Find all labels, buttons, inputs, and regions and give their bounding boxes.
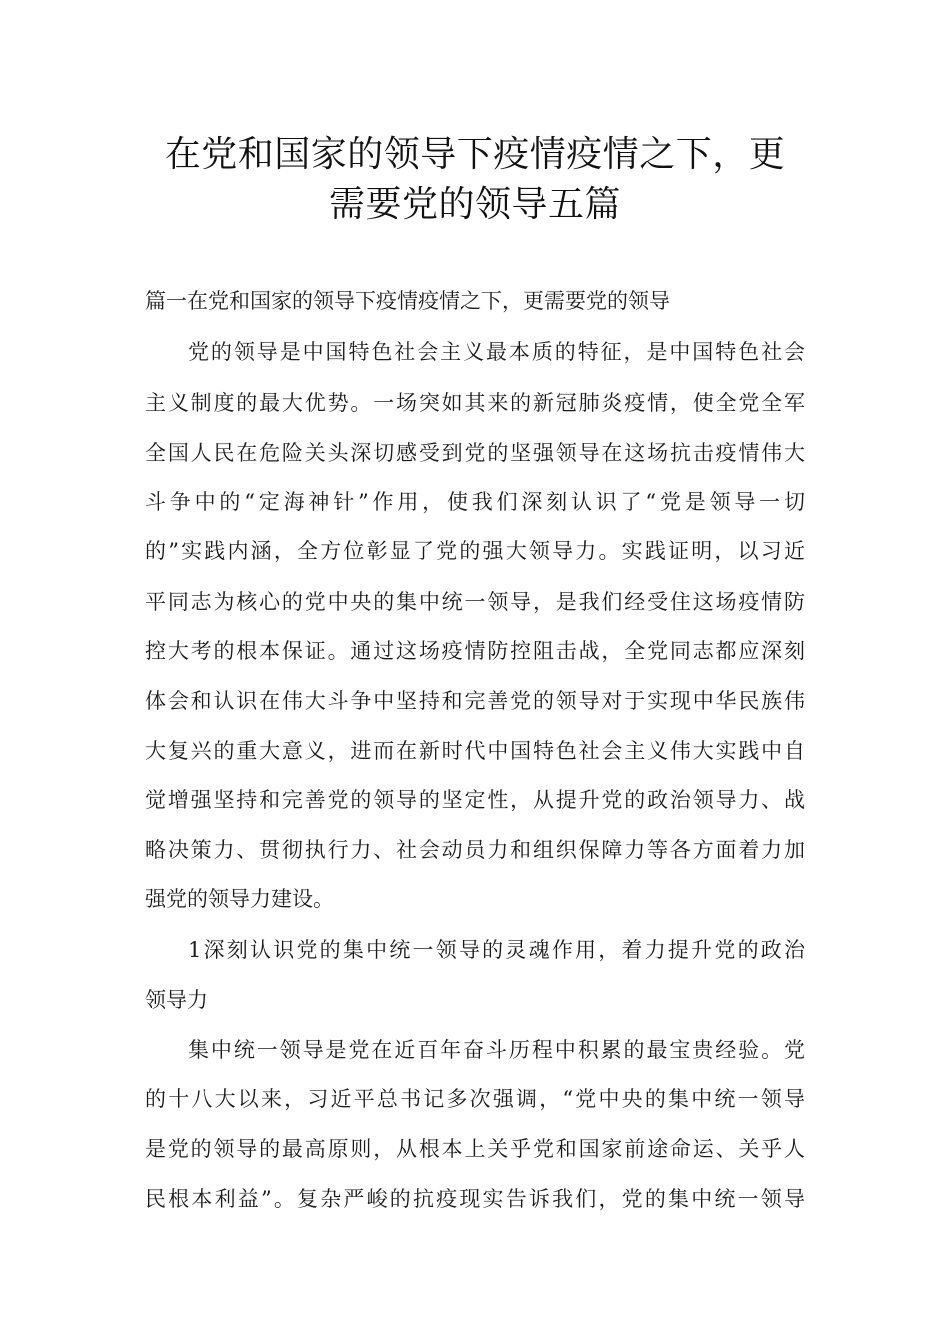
- section-heading: 篇一在党和国家的领导下疫情疫情之下，更需要党的领导: [145, 289, 670, 313]
- paragraph-1-line: 的”实践内涵，全方位彰显了党的强大领导力。实践证明，以习近: [145, 539, 805, 563]
- paragraph-1-line: 平同志为核心的党中央的集中统一领导，是我们经受住这场疫情防: [145, 590, 805, 614]
- document-title-line-1: 在党和国家的领导下疫情疫情之下，更: [164, 134, 786, 175]
- paragraph-1-line: 斗争中的“定海神针”作用，使我们深刻认识了“党是领导一切: [145, 490, 805, 514]
- paragraph-2-line: 的十八大以来，习近平总书记多次强调，“党中央的集中统一领导: [145, 1087, 805, 1111]
- document-title-line-2: 需要党的领导五篇: [328, 184, 621, 225]
- paragraph-1-line: 大复兴的重大意义，进而在新时代中国特色社会主义伟大实践中自: [145, 739, 805, 763]
- paragraph-1-line: 觉增强坚持和完善党的领导的坚定性，从提升党的政治领导力、战: [145, 788, 805, 812]
- paragraph-2-line: 民根本利益”。复杂严峻的抗疫现实告诉我们，党的集中统一领导: [145, 1187, 805, 1211]
- paragraph-1-line: 体会和认识在伟大斗争中坚持和完善党的领导对于实现中华民族伟: [145, 689, 805, 713]
- paragraph-1-line: 略决策力、贯彻执行力、社会动员力和组织保障力等各方面着力加: [145, 838, 805, 862]
- subheading-line-2: 领导力: [145, 988, 208, 1012]
- paragraph-1-line: 全国人民在危险关头深切感受到党的坚强领导在这场抗击疫情伟大: [145, 441, 805, 465]
- paragraph-1-line: 党的领导是中国特色社会主义最本质的特征，是中国特色社会: [188, 340, 805, 364]
- paragraph-2-line: 是党的领导的最高原则，从根本上关乎党和国家前途命运、关乎人: [145, 1137, 805, 1161]
- subheading-line-1: 1深刻认识党的集中统一领导的灵魂作用，着力提升党的政治: [188, 938, 805, 962]
- paragraph-2-line: 集中统一领导是党在近百年奋斗历程中积累的最宝贵经验。党: [188, 1038, 805, 1062]
- paragraph-1-line: 强党的领导力建设。: [145, 887, 334, 911]
- paragraph-1-line: 主义制度的最大优势。一场突如其来的新冠肺炎疫情，使全党全军: [145, 391, 805, 415]
- paragraph-1-line: 控大考的根本保证。通过这场疫情防控阻击战，全党同志都应深刻: [145, 639, 805, 663]
